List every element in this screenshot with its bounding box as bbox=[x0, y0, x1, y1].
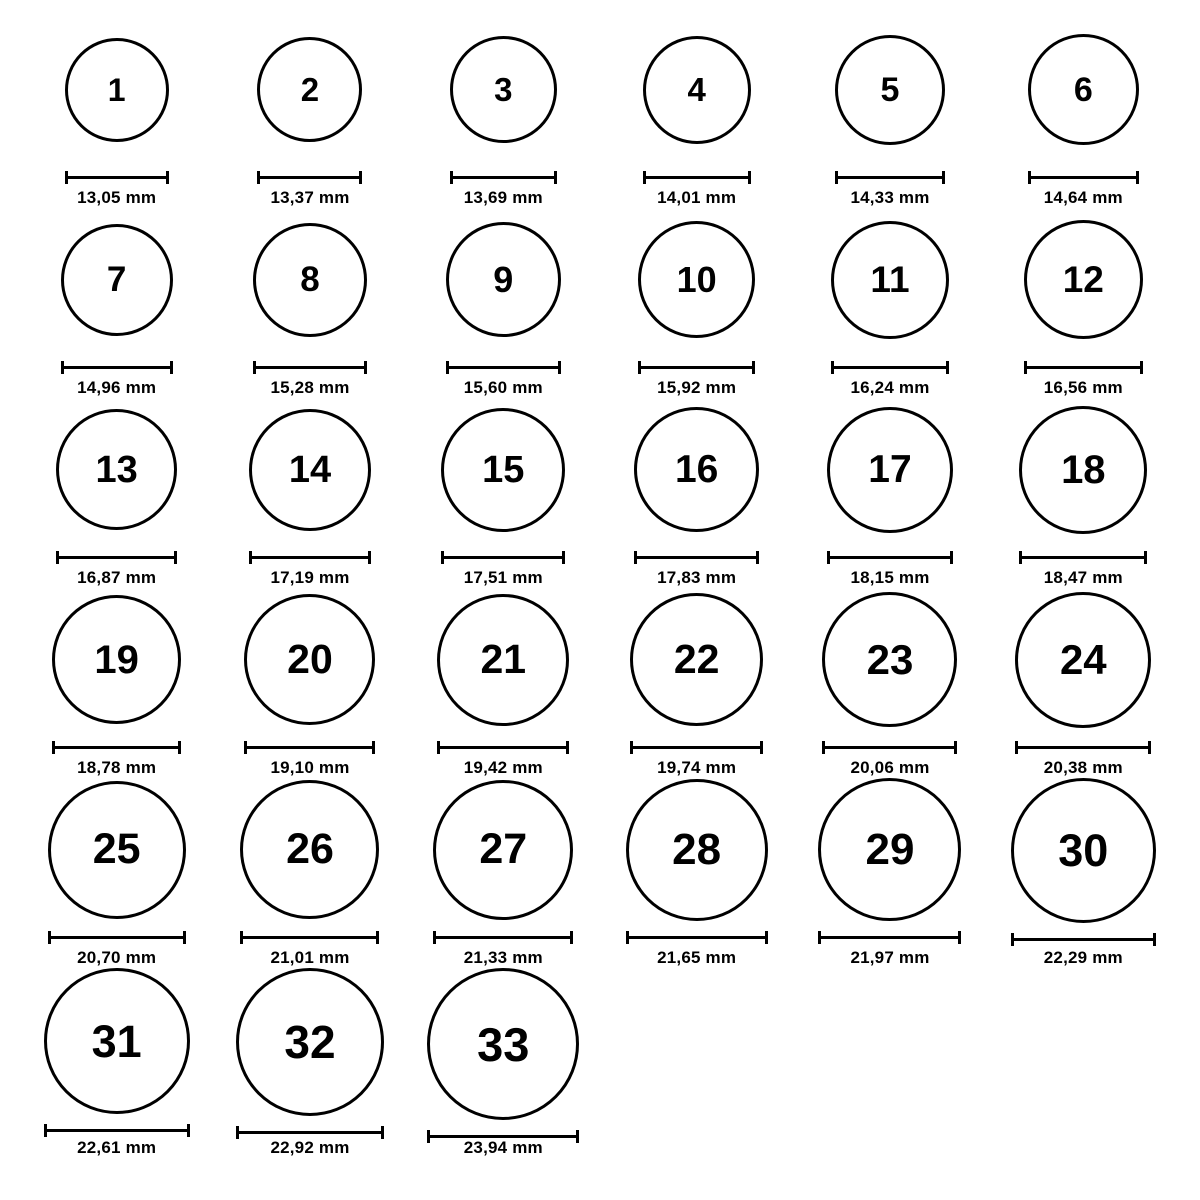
ring-size-number: 29 bbox=[865, 824, 915, 874]
diameter-label: 15,92 mm bbox=[657, 378, 737, 397]
measure-line bbox=[1024, 366, 1143, 369]
measure-line bbox=[236, 1131, 384, 1134]
ring-circle-wrap bbox=[793, 588, 986, 731]
ring-size-number: 6 bbox=[1073, 70, 1093, 109]
diameter-measure-bar bbox=[626, 931, 768, 942]
ring-circle-wrap bbox=[987, 778, 1180, 923]
diameter-label: 15,60 mm bbox=[463, 378, 543, 397]
diameter-measure-bar bbox=[433, 931, 573, 942]
ring-circle-icon bbox=[44, 968, 190, 1114]
diameter-label: 17,51 mm bbox=[463, 568, 543, 587]
diameter-measure-bar bbox=[1028, 171, 1139, 182]
ring-circle-wrap bbox=[20, 968, 213, 1114]
ring-size-number: 8 bbox=[300, 260, 320, 300]
ring-circle-icon bbox=[1028, 34, 1139, 145]
diameter-label: 13,37 mm bbox=[270, 188, 350, 207]
measure-line bbox=[835, 176, 945, 179]
measure-tick-right bbox=[381, 1126, 384, 1139]
measure-tick-right bbox=[554, 171, 557, 184]
ring-size-cell bbox=[987, 778, 1180, 968]
ring-size-cell bbox=[793, 778, 986, 968]
diameter-measure-bar bbox=[427, 1130, 579, 1132]
ring-size-cell bbox=[793, 18, 986, 208]
measure-line bbox=[1015, 746, 1151, 749]
diameter-label: 17,19 mm bbox=[270, 568, 350, 587]
diameter-label: 14,33 mm bbox=[850, 188, 930, 207]
measure-tick-left bbox=[626, 931, 629, 944]
ring-size-cell bbox=[213, 588, 406, 778]
ring-circle-icon bbox=[1024, 220, 1143, 339]
measure-line bbox=[433, 936, 573, 939]
measure-tick-right bbox=[376, 931, 379, 944]
ring-circle-icon bbox=[630, 593, 763, 726]
measure-tick-left bbox=[1024, 361, 1027, 374]
measure-line bbox=[634, 556, 759, 559]
ring-circle-wrap bbox=[407, 588, 600, 731]
measure-tick-left bbox=[44, 1124, 47, 1137]
diameter-measure-bar bbox=[818, 931, 961, 942]
ring-size-number: 33 bbox=[477, 1017, 530, 1071]
measure-line bbox=[626, 936, 768, 939]
diameter-measure-bar bbox=[1015, 741, 1151, 752]
ring-size-number: 21 bbox=[480, 636, 527, 683]
measure-tick-right bbox=[170, 361, 173, 374]
ring-circle-wrap bbox=[987, 18, 1180, 161]
measure-tick-left bbox=[244, 741, 247, 754]
diameter-label: 20,38 mm bbox=[1043, 758, 1123, 777]
diameter-label: 14,96 mm bbox=[77, 378, 157, 397]
ring-size-cell bbox=[20, 398, 213, 588]
measure-tick-left bbox=[253, 361, 256, 374]
ring-size-cell bbox=[600, 778, 793, 968]
ring-size-cell bbox=[793, 398, 986, 588]
measure-tick-right bbox=[946, 361, 949, 374]
measure-tick-left bbox=[818, 931, 821, 944]
measure-tick-right bbox=[558, 361, 561, 374]
ring-size-number: 22 bbox=[673, 636, 720, 683]
diameter-label: 21,33 mm bbox=[463, 948, 543, 967]
measure-tick-left bbox=[56, 551, 59, 564]
ring-size-cell bbox=[20, 18, 213, 208]
ring-circle-wrap bbox=[987, 208, 1180, 351]
measure-line bbox=[253, 366, 367, 369]
ring-size-cell bbox=[793, 208, 986, 398]
measure-tick-right bbox=[372, 741, 375, 754]
ring-circle-wrap bbox=[20, 398, 213, 541]
diameter-measure-bar bbox=[1019, 551, 1147, 562]
diameter-measure-bar bbox=[643, 171, 751, 182]
ring-size-number: 28 bbox=[672, 824, 722, 874]
ring-size-number: 7 bbox=[106, 260, 127, 300]
measure-tick-left bbox=[1028, 171, 1031, 184]
diameter-measure-bar bbox=[44, 1124, 190, 1132]
measure-line bbox=[437, 746, 569, 749]
ring-size-number: 9 bbox=[493, 258, 514, 300]
ring-size-number: 23 bbox=[866, 635, 914, 683]
ring-circle-icon bbox=[1019, 406, 1147, 534]
measure-line bbox=[52, 746, 181, 749]
ring-size-cell bbox=[987, 18, 1180, 208]
measure-line bbox=[65, 176, 169, 179]
measure-tick-right bbox=[174, 551, 177, 564]
diameter-measure-bar bbox=[450, 171, 557, 182]
ring-size-number: 26 bbox=[286, 825, 334, 874]
diameter-measure-bar bbox=[240, 931, 379, 942]
measure-tick-right bbox=[958, 931, 961, 944]
measure-tick-left bbox=[822, 741, 825, 754]
diameter-measure-bar bbox=[236, 1126, 384, 1132]
diameter-label: 14,01 mm bbox=[657, 188, 737, 207]
diameter-label: 16,87 mm bbox=[77, 568, 157, 587]
diameter-label: 19,10 mm bbox=[270, 758, 350, 777]
diameter-label: 16,56 mm bbox=[1043, 378, 1123, 397]
ring-circle-wrap bbox=[20, 588, 213, 731]
ring-size-number: 1 bbox=[107, 71, 126, 108]
ring-size-number: 12 bbox=[1062, 259, 1104, 301]
ring-size-cell bbox=[213, 968, 406, 1158]
measure-tick-right bbox=[760, 741, 763, 754]
ring-circle-wrap bbox=[600, 778, 793, 921]
diameter-measure-bar bbox=[1011, 933, 1156, 942]
ring-size-number: 5 bbox=[880, 70, 900, 109]
ring-size-cell bbox=[600, 18, 793, 208]
ring-circle-icon bbox=[437, 594, 569, 726]
measure-tick-right bbox=[368, 551, 371, 564]
ring-size-cell bbox=[213, 398, 406, 588]
ring-size-grid bbox=[20, 18, 1180, 1158]
measure-line bbox=[61, 366, 173, 369]
diameter-measure-bar bbox=[249, 551, 371, 562]
ring-size-cell bbox=[407, 398, 600, 588]
diameter-measure-bar bbox=[634, 551, 759, 562]
diameter-measure-bar bbox=[257, 171, 362, 182]
ring-circle-icon bbox=[822, 592, 957, 727]
ring-size-number: 2 bbox=[300, 71, 320, 109]
ring-circle-icon bbox=[626, 779, 768, 921]
measure-tick-right bbox=[765, 931, 768, 944]
ring-circle-wrap bbox=[20, 208, 213, 351]
measure-tick-left bbox=[433, 931, 436, 944]
ring-circle-icon bbox=[643, 36, 751, 144]
ring-circle-wrap bbox=[407, 968, 600, 1120]
diameter-measure-bar bbox=[441, 551, 565, 562]
measure-line bbox=[818, 936, 961, 939]
diameter-label: 18,47 mm bbox=[1043, 568, 1123, 587]
diameter-label: 13,05 mm bbox=[77, 188, 157, 207]
diameter-label: 22,29 mm bbox=[1043, 948, 1123, 967]
measure-tick-left bbox=[634, 551, 637, 564]
ring-circle-icon bbox=[240, 780, 379, 919]
ring-size-number: 30 bbox=[1058, 825, 1109, 876]
measure-tick-left bbox=[450, 171, 453, 184]
measure-line bbox=[630, 746, 763, 749]
ring-circle-wrap bbox=[20, 778, 213, 921]
ring-size-number: 16 bbox=[674, 448, 719, 492]
measure-tick-left bbox=[236, 1126, 239, 1139]
ring-size-cell bbox=[407, 968, 600, 1158]
measure-tick-left bbox=[1015, 741, 1018, 754]
measure-tick-right bbox=[364, 361, 367, 374]
measure-line bbox=[249, 556, 371, 559]
diameter-label: 20,06 mm bbox=[850, 758, 930, 777]
diameter-label: 22,92 mm bbox=[270, 1138, 350, 1157]
ring-circle-icon bbox=[61, 224, 173, 336]
ring-size-number: 18 bbox=[1061, 447, 1106, 492]
diameter-label: 21,97 mm bbox=[850, 948, 930, 967]
ring-size-cell bbox=[600, 208, 793, 398]
measure-tick-left bbox=[638, 361, 641, 374]
measure-tick-left bbox=[827, 551, 830, 564]
measure-line bbox=[1028, 176, 1139, 179]
ring-circle-icon bbox=[257, 37, 362, 142]
measure-tick-left bbox=[249, 551, 252, 564]
measure-tick-right bbox=[1140, 361, 1143, 374]
ring-circle-wrap bbox=[987, 398, 1180, 541]
measure-tick-right bbox=[954, 741, 957, 754]
ring-circle-wrap bbox=[987, 588, 1180, 731]
diameter-measure-bar bbox=[827, 551, 953, 562]
ring-size-number: 4 bbox=[687, 71, 706, 109]
measure-tick-right bbox=[1153, 933, 1156, 946]
ring-circle-wrap bbox=[600, 398, 793, 541]
ring-circle-icon bbox=[818, 778, 961, 921]
ring-circle-wrap bbox=[407, 18, 600, 161]
measure-line bbox=[427, 1135, 579, 1138]
ring-size-cell bbox=[407, 588, 600, 778]
ring-circle-icon bbox=[52, 595, 181, 724]
ring-circle-icon bbox=[446, 222, 561, 337]
ring-circle-wrap bbox=[793, 398, 986, 541]
measure-tick-right bbox=[178, 741, 181, 754]
measure-tick-right bbox=[166, 171, 169, 184]
ring-size-cell bbox=[20, 968, 213, 1158]
ring-size-number: 25 bbox=[92, 825, 141, 874]
ring-circle-wrap bbox=[407, 208, 600, 351]
measure-tick-right bbox=[752, 361, 755, 374]
ring-size-number: 14 bbox=[288, 448, 332, 491]
measure-line bbox=[450, 176, 557, 179]
ring-size-number: 32 bbox=[284, 1016, 336, 1068]
diameter-measure-bar bbox=[244, 741, 375, 752]
diameter-label: 13,69 mm bbox=[463, 188, 543, 207]
measure-tick-left bbox=[48, 931, 51, 944]
measure-tick-left bbox=[630, 741, 633, 754]
measure-tick-right bbox=[576, 1130, 579, 1143]
diameter-measure-bar bbox=[831, 361, 949, 372]
diameter-measure-bar bbox=[65, 171, 169, 182]
diameter-measure-bar bbox=[437, 741, 569, 752]
diameter-measure-bar bbox=[48, 931, 186, 942]
diameter-label: 18,78 mm bbox=[77, 758, 157, 777]
measure-tick-right bbox=[566, 741, 569, 754]
measure-tick-left bbox=[437, 741, 440, 754]
ring-size-cell bbox=[407, 18, 600, 208]
measure-line bbox=[48, 936, 186, 939]
measure-tick-right bbox=[756, 551, 759, 564]
measure-line bbox=[446, 366, 561, 369]
measure-tick-left bbox=[52, 741, 55, 754]
measure-tick-left bbox=[65, 171, 68, 184]
ring-circle-icon bbox=[835, 35, 945, 145]
ring-circle-wrap bbox=[213, 398, 406, 541]
diameter-label: 19,74 mm bbox=[657, 758, 737, 777]
measure-line bbox=[638, 366, 755, 369]
measure-line bbox=[1019, 556, 1147, 559]
diameter-label: 15,28 mm bbox=[270, 378, 350, 397]
measure-tick-right bbox=[942, 171, 945, 184]
ring-size-number: 11 bbox=[870, 259, 910, 301]
ring-size-cell bbox=[987, 208, 1180, 398]
ring-circle-icon bbox=[831, 221, 949, 339]
measure-line bbox=[441, 556, 565, 559]
measure-line bbox=[643, 176, 751, 179]
ring-circle-wrap bbox=[213, 588, 406, 731]
ring-size-number: 17 bbox=[868, 448, 912, 492]
ring-size-cell bbox=[20, 588, 213, 778]
measure-line bbox=[244, 746, 375, 749]
ring-size-cell bbox=[987, 398, 1180, 588]
ring-circle-icon bbox=[450, 36, 557, 143]
ring-size-number: 24 bbox=[1059, 635, 1107, 683]
measure-line bbox=[831, 366, 949, 369]
diameter-measure-bar bbox=[638, 361, 755, 372]
ring-size-number: 3 bbox=[494, 71, 513, 109]
diameter-label: 17,83 mm bbox=[657, 568, 737, 587]
diameter-label: 21,01 mm bbox=[270, 948, 350, 967]
ring-circle-wrap bbox=[600, 18, 793, 161]
measure-tick-left bbox=[61, 361, 64, 374]
ring-circle-wrap bbox=[213, 18, 406, 161]
diameter-label: 19,42 mm bbox=[463, 758, 543, 777]
ring-circle-wrap bbox=[793, 778, 986, 921]
diameter-label: 21,65 mm bbox=[657, 948, 737, 967]
ring-circle-icon bbox=[441, 408, 565, 532]
ring-circle-wrap bbox=[20, 18, 213, 161]
ring-circle-icon bbox=[1011, 778, 1156, 923]
ring-size-cell bbox=[20, 208, 213, 398]
diameter-label: 20,70 mm bbox=[77, 948, 157, 967]
ring-size-cell bbox=[20, 778, 213, 968]
diameter-measure-bar bbox=[630, 741, 763, 752]
ring-circle-icon bbox=[65, 38, 169, 142]
measure-tick-right bbox=[562, 551, 565, 564]
ring-circle-icon bbox=[236, 968, 384, 1116]
diameter-measure-bar bbox=[61, 361, 173, 372]
measure-line bbox=[822, 746, 957, 749]
ring-circle-icon bbox=[56, 409, 177, 530]
measure-tick-right bbox=[950, 551, 953, 564]
measure-line bbox=[56, 556, 177, 559]
measure-tick-right bbox=[570, 931, 573, 944]
diameter-measure-bar bbox=[835, 171, 945, 182]
diameter-measure-bar bbox=[822, 741, 957, 752]
diameter-measure-bar bbox=[56, 551, 177, 562]
measure-tick-left bbox=[257, 171, 260, 184]
ring-size-cell bbox=[793, 588, 986, 778]
ring-circle-wrap bbox=[793, 18, 986, 161]
ring-circle-wrap bbox=[793, 208, 986, 351]
ring-circle-icon bbox=[433, 780, 573, 920]
diameter-measure-bar bbox=[52, 741, 181, 752]
ring-size-cell bbox=[600, 398, 793, 588]
ring-circle-wrap bbox=[407, 778, 600, 921]
measure-tick-right bbox=[183, 931, 186, 944]
ring-circle-icon bbox=[48, 781, 186, 919]
ring-circle-icon bbox=[253, 223, 367, 337]
measure-line bbox=[1011, 938, 1156, 941]
measure-line bbox=[827, 556, 953, 559]
ring-size-cell bbox=[407, 778, 600, 968]
measure-tick-right bbox=[187, 1124, 190, 1137]
ring-circle-icon bbox=[244, 594, 375, 725]
ring-size-number: 27 bbox=[479, 825, 528, 874]
measure-tick-left bbox=[1019, 551, 1022, 564]
measure-tick-left bbox=[441, 551, 444, 564]
ring-size-number: 10 bbox=[676, 258, 717, 300]
ring-circle-wrap bbox=[600, 208, 793, 351]
ring-size-cell bbox=[213, 18, 406, 208]
ring-circle-wrap bbox=[213, 778, 406, 921]
ring-size-number: 13 bbox=[95, 448, 138, 491]
measure-line bbox=[257, 176, 362, 179]
measure-line bbox=[240, 936, 379, 939]
ring-size-cell bbox=[213, 778, 406, 968]
ring-size-cell bbox=[213, 208, 406, 398]
ring-circle-icon bbox=[427, 968, 579, 1120]
diameter-label: 18,15 mm bbox=[850, 568, 930, 587]
diameter-label: 22,61 mm bbox=[77, 1138, 157, 1157]
ring-size-number: 15 bbox=[482, 448, 525, 491]
ring-circle-icon bbox=[638, 221, 755, 338]
measure-tick-right bbox=[1148, 741, 1151, 754]
measure-tick-right bbox=[359, 171, 362, 184]
diameter-measure-bar bbox=[1024, 361, 1143, 372]
measure-tick-right bbox=[1144, 551, 1147, 564]
diameter-label: 23,94 mm bbox=[463, 1138, 543, 1157]
measure-tick-left bbox=[831, 361, 834, 374]
measure-tick-left bbox=[1011, 933, 1014, 946]
ring-circle-icon bbox=[827, 407, 953, 533]
ring-circle-wrap bbox=[213, 968, 406, 1116]
ring-size-cell bbox=[987, 588, 1180, 778]
ring-size-number: 20 bbox=[287, 636, 333, 683]
diameter-measure-bar bbox=[253, 361, 367, 372]
ring-circle-icon bbox=[634, 407, 759, 532]
ring-size-number: 31 bbox=[91, 1015, 142, 1067]
measure-tick-left bbox=[643, 171, 646, 184]
measure-tick-left bbox=[446, 361, 449, 374]
diameter-measure-bar bbox=[446, 361, 561, 372]
ring-circle-wrap bbox=[600, 588, 793, 731]
ring-circle-icon bbox=[1015, 592, 1151, 728]
ring-circle-icon bbox=[249, 409, 371, 531]
ring-circle-wrap bbox=[407, 398, 600, 541]
diameter-label: 14,64 mm bbox=[1043, 188, 1123, 207]
diameter-label: 16,24 mm bbox=[850, 378, 930, 397]
measure-tick-left bbox=[240, 931, 243, 944]
measure-line bbox=[44, 1129, 190, 1132]
measure-tick-right bbox=[1136, 171, 1139, 184]
ring-size-cell bbox=[407, 208, 600, 398]
ring-size-number: 19 bbox=[94, 637, 139, 682]
measure-tick-left bbox=[427, 1130, 430, 1143]
ring-size-cell bbox=[600, 588, 793, 778]
measure-tick-left bbox=[835, 171, 838, 184]
ring-circle-wrap bbox=[213, 208, 406, 351]
measure-tick-right bbox=[748, 171, 751, 184]
